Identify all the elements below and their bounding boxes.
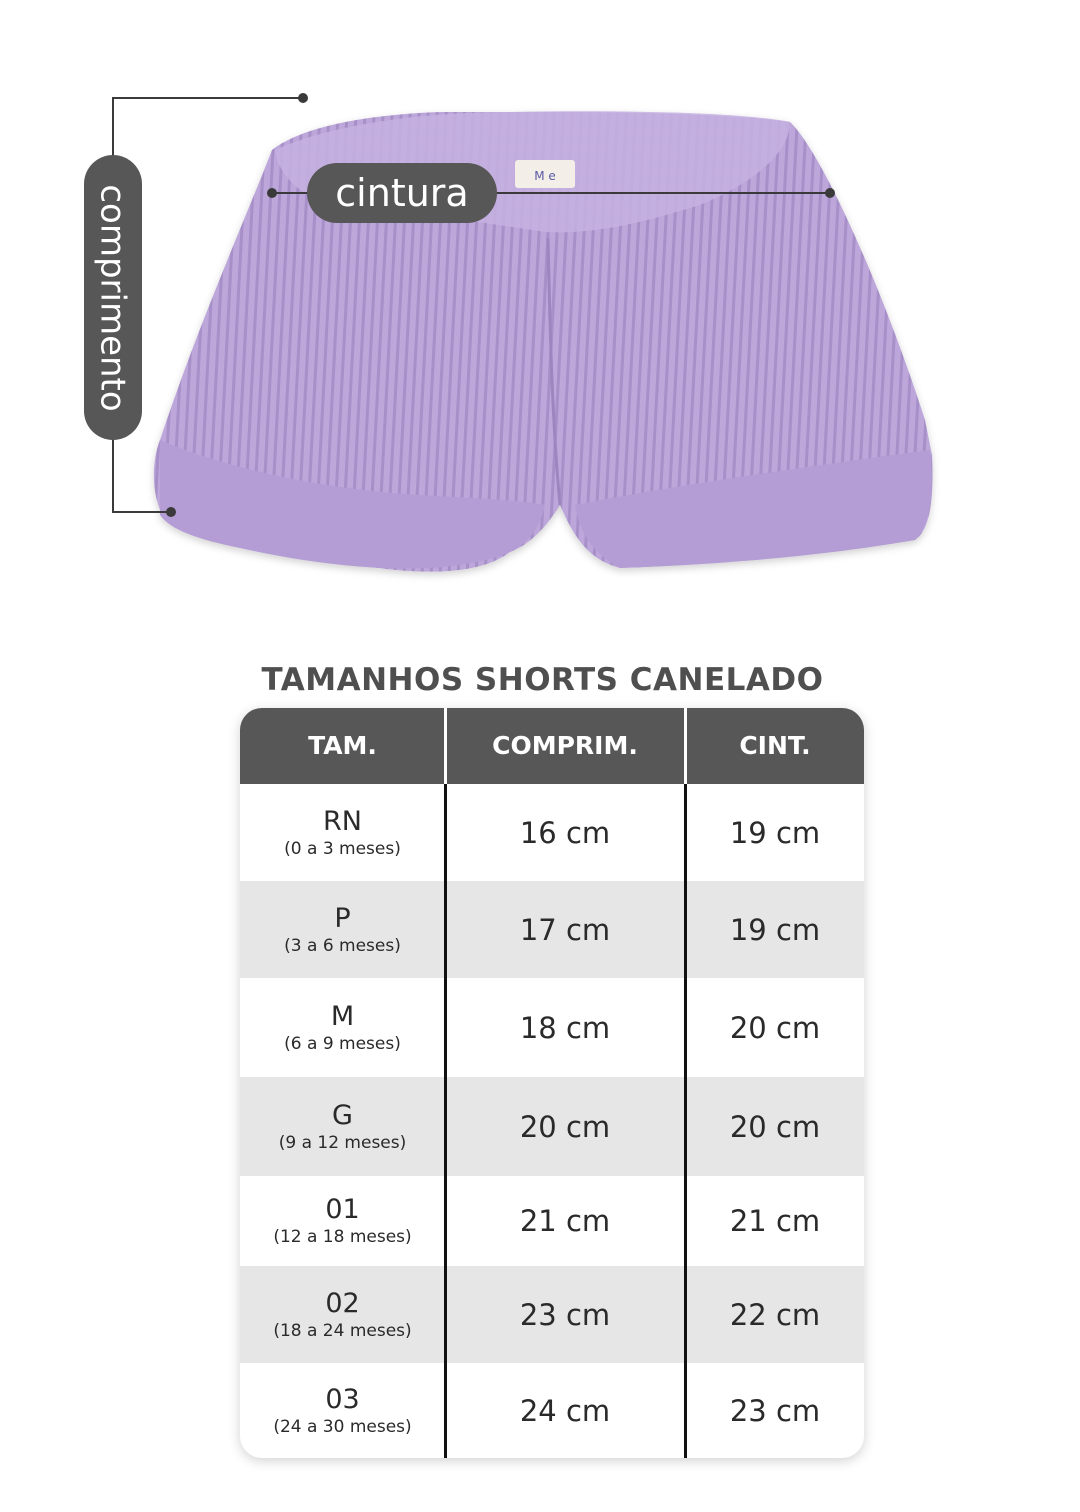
length-value: 17 cm <box>519 912 611 947</box>
size-code: G <box>332 1099 353 1131</box>
waist-value: 20 cm <box>729 1010 821 1045</box>
waist-label: cintura <box>307 163 497 223</box>
shorts-garment <box>154 111 933 571</box>
size-code: 01 <box>325 1194 360 1225</box>
size-age: (18 a 24 meses) <box>273 1320 412 1341</box>
size-code: RN <box>323 805 362 837</box>
table-title: TAMANHOS SHORTS CANELADO <box>261 662 824 698</box>
waist-value: 19 cm <box>729 815 821 850</box>
length-value: 23 cm <box>519 1297 611 1332</box>
header-length: COMPRIM. <box>492 731 638 760</box>
header-divider <box>684 708 687 784</box>
table-row <box>240 1363 864 1458</box>
table-row <box>240 1077 864 1176</box>
waist-value: 19 cm <box>729 912 821 947</box>
table-row <box>240 784 864 881</box>
size-code: 03 <box>325 1383 360 1415</box>
length-value: 16 cm <box>519 815 611 850</box>
size-code: 02 <box>325 1287 360 1319</box>
size-table <box>240 708 864 1458</box>
size-age: (6 a 9 meses) <box>284 1033 401 1054</box>
size-age: (0 a 3 meses) <box>284 838 401 859</box>
table-header <box>240 708 864 784</box>
length-value: 18 cm <box>519 1010 611 1045</box>
size-code: P <box>334 902 351 934</box>
column-divider <box>444 708 447 1458</box>
waist-value: 21 cm <box>729 1204 821 1238</box>
length-label-text: comprimento <box>93 183 133 412</box>
size-age: (12 a 18 meses) <box>273 1227 412 1247</box>
waist-value: 22 cm <box>729 1297 821 1332</box>
column-divider <box>684 708 687 1458</box>
table-row <box>240 978 864 1077</box>
size-age: (9 a 12 meses) <box>278 1132 407 1153</box>
length-label <box>84 155 142 440</box>
length-value: 20 cm <box>519 1109 611 1144</box>
size-age: (3 a 6 meses) <box>284 935 401 956</box>
table-row <box>240 1266 864 1363</box>
header-divider <box>444 708 447 784</box>
table-row <box>240 881 864 978</box>
size-age: (24 a 30 meses) <box>273 1416 412 1437</box>
waist-value: 20 cm <box>729 1109 821 1144</box>
header-waist: CINT. <box>739 731 811 760</box>
size-code: M <box>330 1000 355 1032</box>
shorts-illustration <box>0 0 1080 620</box>
length-value: 24 cm <box>519 1393 611 1428</box>
header-size: TAM. <box>308 731 377 760</box>
table-row <box>240 1176 864 1266</box>
length-value: 21 cm <box>519 1204 611 1238</box>
brand-tag: M e <box>534 169 556 183</box>
waist-value: 23 cm <box>729 1393 821 1428</box>
